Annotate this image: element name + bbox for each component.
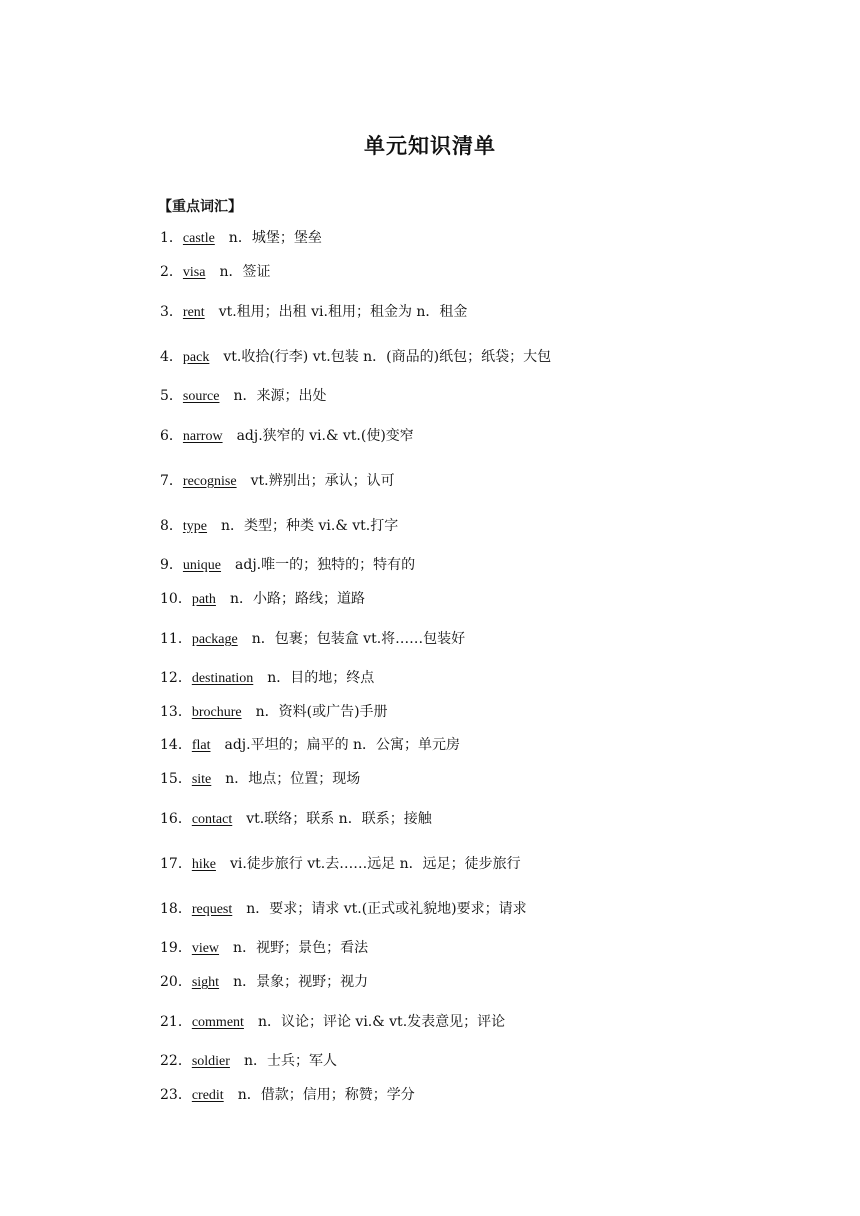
vocab-entry <box>160 348 551 367</box>
entry-number: 5． <box>160 388 183 404</box>
vocab-entry <box>160 770 360 789</box>
entry-definition: n．地点；位置；现场 <box>225 771 361 787</box>
entry-number: 11． <box>160 631 192 647</box>
entry-definition: vt.收拾(行李) vt.包装 n．(商品的)纸包；纸袋；大包 <box>223 349 552 365</box>
entry-word: hike <box>191 857 216 872</box>
entry-number: 18． <box>160 901 192 917</box>
vocab-entry <box>160 669 374 688</box>
entry-word: narrow <box>182 429 223 444</box>
vocab-entry <box>160 1052 337 1071</box>
entry-number: 16． <box>160 811 192 827</box>
entry-definition: vt.辨别出；承认；认可 <box>250 473 395 489</box>
entry-definition: n．资料(或广告)手册 <box>255 704 388 720</box>
entry-word: recognise <box>182 474 237 489</box>
entry-number: 1． <box>160 230 183 246</box>
entry-number: 14． <box>160 737 192 753</box>
entry-definition: n．景象；视野；视力 <box>233 974 369 990</box>
entry-word: contact <box>191 812 233 827</box>
entry-number: 3． <box>160 304 183 320</box>
vocab-entry <box>160 736 460 755</box>
vocab-entry <box>160 472 395 491</box>
entry-number: 23． <box>160 1087 192 1103</box>
entry-word: flat <box>191 738 211 753</box>
entry-definition: n．来源；出处 <box>233 388 327 404</box>
entry-definition: n．士兵；军人 <box>243 1053 337 1069</box>
entry-definition: n．视野；景色；看法 <box>233 940 369 956</box>
entry-word: site <box>191 772 212 787</box>
vocab-entry <box>160 630 465 649</box>
entry-definition: n．要求；请求 vt.(正式或礼貌地)要求；请求 <box>246 901 527 917</box>
entry-number: 2． <box>160 264 183 280</box>
entry-definition: n．目的地；终点 <box>267 670 375 686</box>
entry-definition: n．城堡；堡垒 <box>228 230 322 246</box>
vocab-entry <box>160 855 521 874</box>
vocab-entry <box>160 939 368 958</box>
entry-word: view <box>191 941 220 956</box>
entry-number: 10． <box>160 591 192 607</box>
entry-definition: adj.唯一的；独特的；特有的 <box>235 557 416 573</box>
entry-number: 22． <box>160 1053 192 1069</box>
entry-definition: adj.狭窄的 vi.& vt.(使)变窄 <box>236 428 414 444</box>
entry-definition: n．借款；信用；称赞；学分 <box>237 1087 415 1103</box>
entry-word: visa <box>182 265 206 280</box>
vocab-entry <box>160 590 365 609</box>
entry-number: 4． <box>160 349 183 365</box>
vocab-entry <box>160 263 271 282</box>
vocab-entry <box>160 703 388 722</box>
entry-definition: vt.租用；出租 vi.租用；租金为 n．租金 <box>218 304 468 320</box>
entry-word: type <box>182 519 208 534</box>
entry-definition: n．议论；评论 vi.& vt.发表意见；评论 <box>257 1014 506 1030</box>
vocab-entry <box>160 810 432 829</box>
entry-definition: vi.徒步旅行 vt.去……远足 n．远足；徒步旅行 <box>229 856 521 872</box>
entry-word: brochure <box>191 705 242 720</box>
entry-number: 6． <box>160 428 183 444</box>
entry-number: 9． <box>160 557 183 573</box>
vocab-entry <box>160 427 414 446</box>
vocab-entry <box>160 973 368 992</box>
entry-definition: n．类型；种类 vi.& vt.打字 <box>221 518 399 534</box>
entry-number: 7． <box>160 473 183 489</box>
entry-number: 12． <box>160 670 192 686</box>
entry-word: destination <box>191 671 254 686</box>
entry-word: rent <box>182 305 205 320</box>
vocab-entry <box>160 900 527 919</box>
entry-word: soldier <box>191 1054 230 1069</box>
entry-word: pack <box>182 350 210 365</box>
entry-number: 15． <box>160 771 192 787</box>
vocab-entry <box>160 1086 415 1105</box>
entry-word: source <box>182 389 220 404</box>
entry-definition: n．签证 <box>219 264 271 280</box>
entry-word: sight <box>191 975 220 990</box>
vocab-entry <box>160 229 322 248</box>
entry-word: package <box>191 632 238 647</box>
entry-word: request <box>191 902 233 917</box>
entry-number: 19． <box>160 940 192 956</box>
section-heading: 【重点词汇】 <box>158 199 242 215</box>
entry-word: comment <box>191 1015 244 1030</box>
entry-definition: adj.平坦的；扁平的 n．公寓；单元房 <box>224 737 461 753</box>
entry-word: castle <box>182 231 215 246</box>
entry-number: 17． <box>160 856 192 872</box>
entry-word: path <box>191 592 216 607</box>
entry-number: 20． <box>160 974 192 990</box>
entry-definition: vt.联络；联系 n．联系；接触 <box>246 811 432 827</box>
entry-word: credit <box>191 1088 224 1103</box>
entry-definition: n．小路；路线；道路 <box>229 591 365 607</box>
entry-word: unique <box>182 558 222 573</box>
vocab-entry <box>160 556 415 575</box>
vocab-entry <box>160 303 467 322</box>
entry-number: 21． <box>160 1014 192 1030</box>
vocab-entry <box>160 387 327 406</box>
vocab-entry <box>160 1013 505 1032</box>
entry-number: 13． <box>160 704 192 720</box>
vocab-entry <box>160 517 398 536</box>
page-title: 单元知识清单 <box>364 134 496 158</box>
entry-definition: n．包裹；包装盒 vt.将……包装好 <box>251 631 466 647</box>
entry-number: 8． <box>160 518 183 534</box>
